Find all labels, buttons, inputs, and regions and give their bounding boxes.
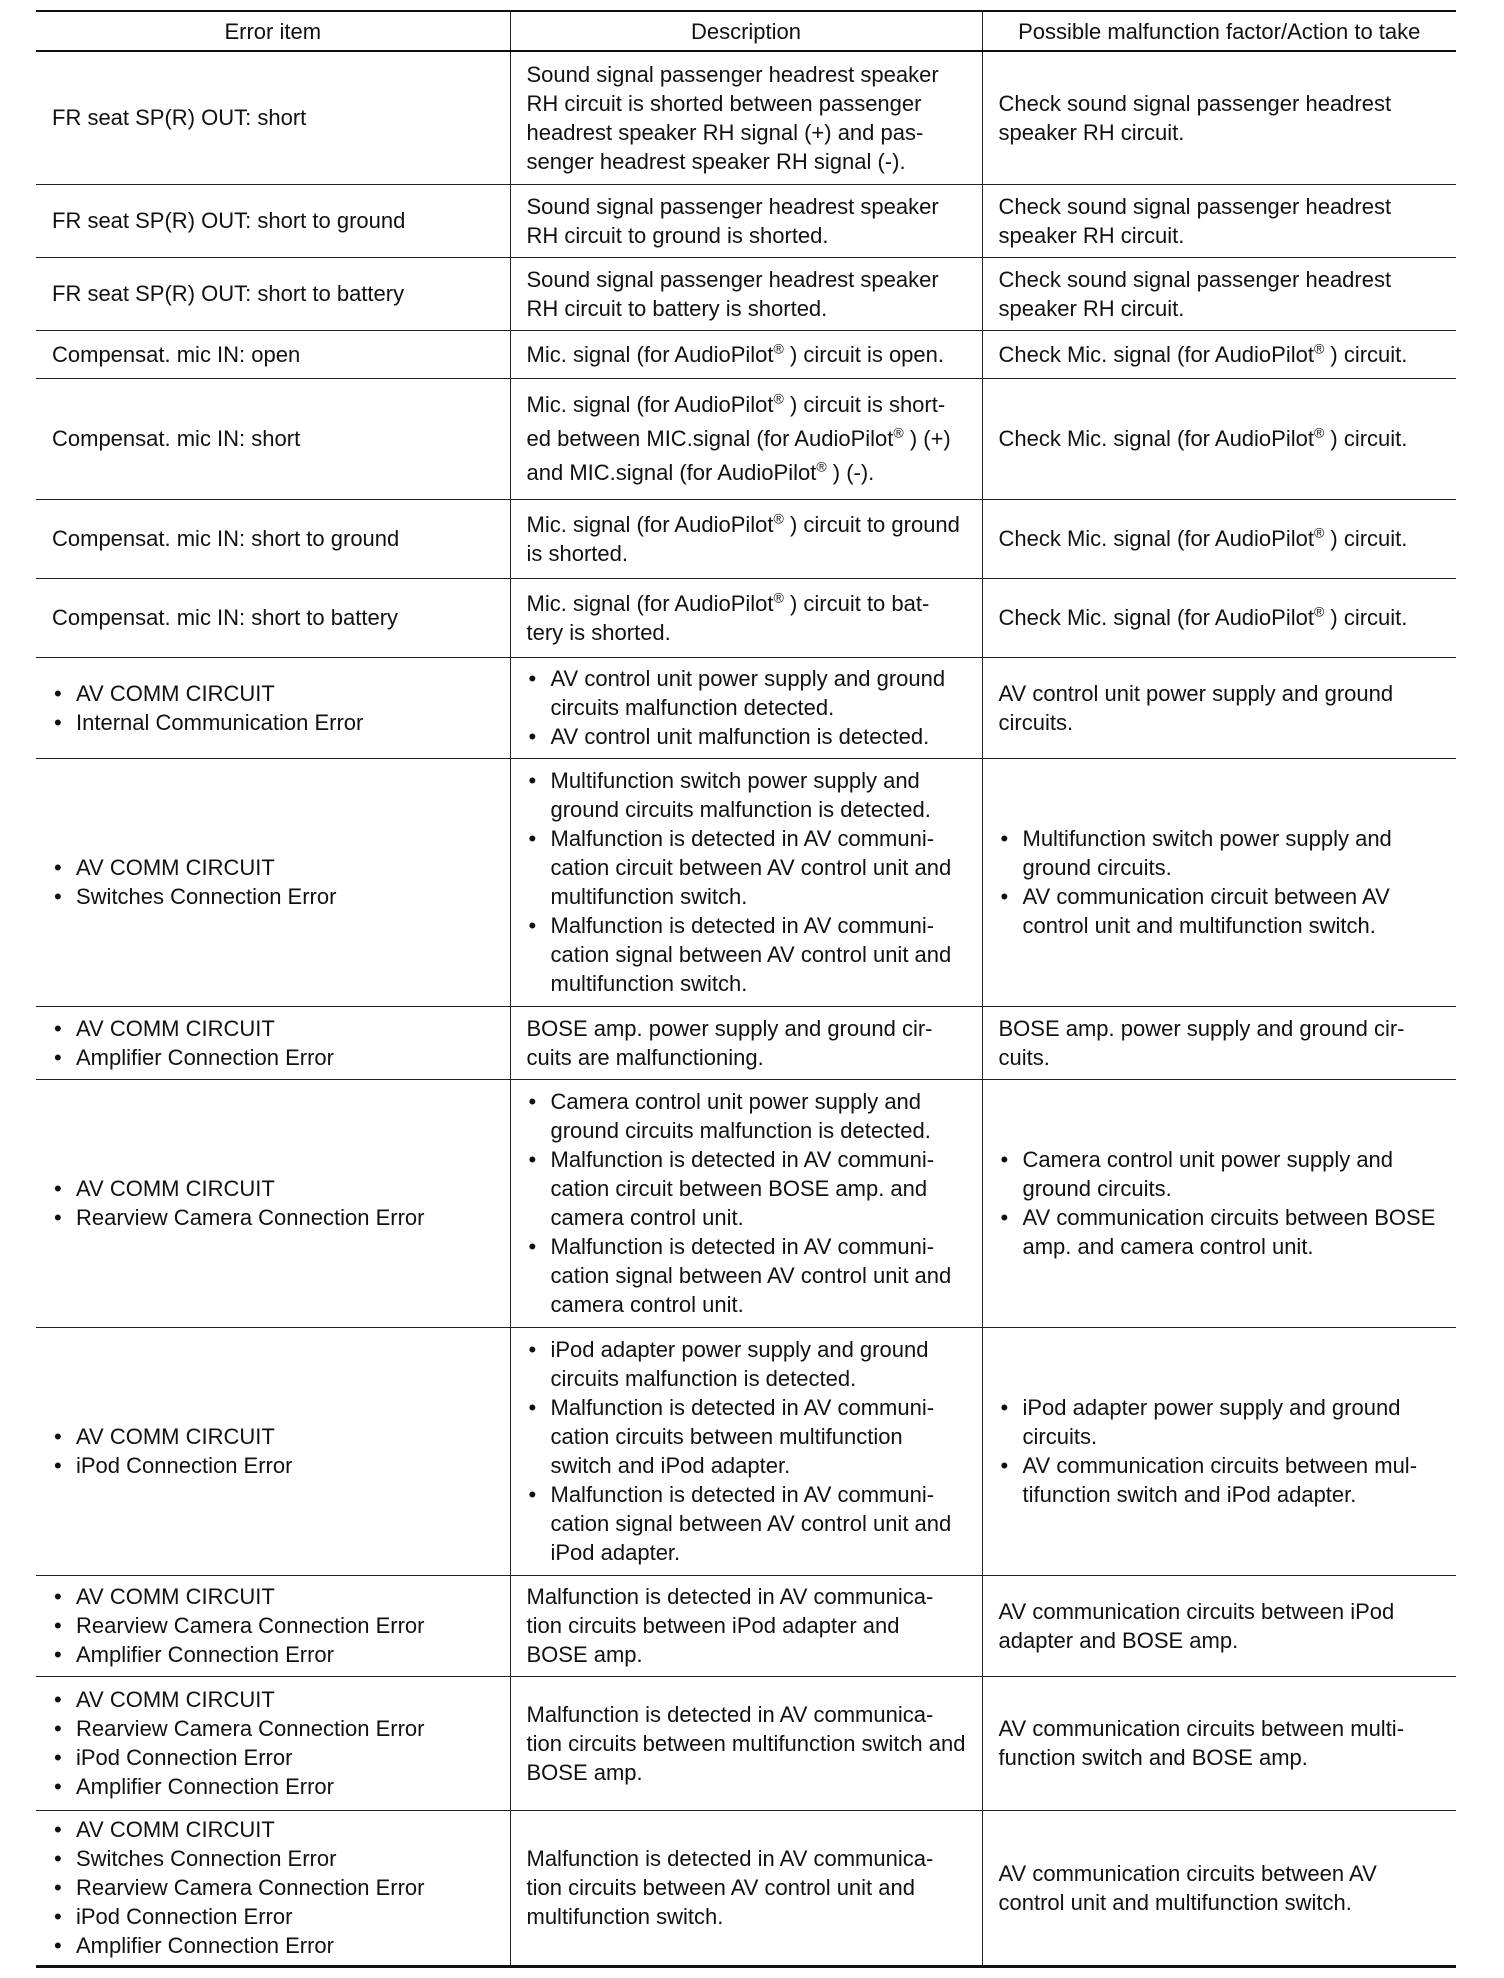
description-list	[527, 1335, 966, 1567]
table-row	[36, 257, 1456, 330]
error-item-list	[52, 1815, 494, 1960]
description-cell: Mic. signal (for AudioPilot® ) circuit to bat-tery is shorted.	[510, 578, 982, 657]
list-item: • AV COMM CIRCUIT	[52, 1815, 494, 1844]
registered-mark: ®	[1313, 424, 1325, 441]
list-item: • AV COMM CIRCUIT	[52, 1422, 494, 1451]
registered-mark: ®	[816, 458, 827, 475]
error-item-list	[52, 679, 494, 737]
list-item: • Rearview Camera Connection Error	[52, 1203, 494, 1232]
registered-mark: ®	[893, 424, 904, 441]
error-item-cell	[36, 1575, 510, 1676]
header-description: Description	[510, 11, 982, 51]
description-cell: Sound signal passenger headrest speaker RH circuit to battery is shorted.	[510, 257, 982, 330]
list-item: • AV control unit power supply and ground circuits malfunction detected.	[527, 664, 966, 722]
error-item-cell: FR seat SP(R) OUT: short to battery	[36, 257, 510, 330]
list-item: • Amplifier Connection Error	[52, 1640, 494, 1669]
table-row	[36, 578, 1456, 657]
error-item-cell: FR seat SP(R) OUT: short	[36, 51, 510, 184]
error-item-list	[52, 1422, 494, 1480]
action-cell: AV communication circuits between iPod adapter and BOSE amp.	[982, 1575, 1456, 1676]
action-cell: AV control unit power supply and ground circuits.	[982, 657, 1456, 758]
list-item: • Switches Connection Error	[52, 1844, 494, 1873]
list-item: • Malfunction is detected in AV communi-cation circuit between AV control unit and multifunction switch.	[527, 824, 966, 911]
table-row	[36, 1079, 1456, 1327]
list-item: • AV COMM CIRCUIT	[52, 1174, 494, 1203]
error-item-cell	[36, 1006, 510, 1079]
header-error-item: Error item	[36, 11, 510, 51]
action-list	[999, 1145, 1441, 1261]
error-item-cell	[36, 1327, 510, 1575]
list-item: • iPod Connection Error	[52, 1902, 494, 1931]
list-item: • Amplifier Connection Error	[52, 1043, 494, 1072]
description-list	[527, 1087, 966, 1319]
list-item: • AV communication circuits between BOSE amp. and camera control unit.	[999, 1203, 1441, 1261]
registered-mark: ®	[773, 340, 784, 357]
header-row	[36, 11, 1456, 51]
list-item: • Malfunction is detected in AV communi-cation signal between AV control unit and camera control unit.	[527, 1232, 966, 1319]
list-item: • Malfunction is detected in AV communi-cation circuits between multifunction switch and iPod adapter.	[527, 1393, 966, 1480]
description-cell	[510, 1079, 982, 1327]
action-cell: Check sound signal passenger headrest speaker RH circuit.	[982, 257, 1456, 330]
error-item-cell	[36, 1810, 510, 1966]
action-cell: Check Mic. signal (for AudioPilot® ) circuit.	[982, 330, 1456, 378]
list-item: • AV control unit malfunction is detected.	[527, 722, 966, 751]
description-cell	[510, 657, 982, 758]
error-item-cell: Compensat. mic IN: short to ground	[36, 499, 510, 578]
action-cell: BOSE amp. power supply and ground cir-cuits.	[982, 1006, 1456, 1079]
error-item-cell: Compensat. mic IN: short to battery	[36, 578, 510, 657]
error-item-list	[52, 853, 494, 911]
action-cell: Check Mic. signal (for AudioPilot® ) circuit.	[982, 378, 1456, 499]
list-item: • iPod adapter power supply and ground circuits malfunction is detected.	[527, 1335, 966, 1393]
list-item: • iPod Connection Error	[52, 1451, 494, 1480]
action-cell	[982, 1079, 1456, 1327]
table-row	[36, 378, 1456, 499]
list-item: • Rearview Camera Connection Error	[52, 1714, 494, 1743]
table-row	[36, 499, 1456, 578]
error-item-list	[52, 1685, 494, 1801]
action-cell: Check sound signal passenger headrest speaker RH circuit.	[982, 51, 1456, 184]
list-item: • AV communication circuits between mul-tifunction switch and iPod adapter.	[999, 1451, 1441, 1509]
list-item: • Internal Communication Error	[52, 708, 494, 737]
list-item: • iPod adapter power supply and ground circuits.	[999, 1393, 1441, 1451]
list-item: • AV COMM CIRCUIT	[52, 853, 494, 882]
description-cell: Sound signal passenger headrest speaker RH circuit is shorted between passenger headrest speaker RH signal (+) and pas-senger headrest speaker RH signal (-).	[510, 51, 982, 184]
table-row	[36, 1810, 1456, 1966]
header-action: Possible malfunction factor/Action to take	[982, 11, 1456, 51]
error-item-cell	[36, 1079, 510, 1327]
list-item: • Camera control unit power supply and ground circuits malfunction is detected.	[527, 1087, 966, 1145]
description-list	[527, 664, 966, 751]
list-item: • iPod Connection Error	[52, 1743, 494, 1772]
table-row	[36, 1327, 1456, 1575]
action-cell: Check Mic. signal (for AudioPilot® ) circuit.	[982, 499, 1456, 578]
registered-mark: ®	[1313, 524, 1325, 541]
error-item-list	[52, 1014, 494, 1072]
action-list	[999, 1393, 1441, 1509]
list-item: • Multifunction switch power supply and ground circuits.	[999, 824, 1441, 882]
table-row	[36, 1575, 1456, 1676]
description-cell: Mic. signal (for AudioPilot® ) circuit is open.	[510, 330, 982, 378]
list-item: • AV COMM CIRCUIT	[52, 1685, 494, 1714]
action-cell	[982, 758, 1456, 1006]
description-cell: Sound signal passenger headrest speaker RH circuit to ground is shorted.	[510, 184, 982, 257]
description-cell: Malfunction is detected in AV communica-tion circuits between AV control unit and multifunction switch.	[510, 1810, 982, 1966]
description-cell: Mic. signal (for AudioPilot® ) circuit is short-ed between MIC.signal (for AudioPilot® ) (+) and MIC.signal (for AudioPilot® ) (-).	[510, 378, 982, 499]
action-cell: Check Mic. signal (for AudioPilot® ) circuit.	[982, 578, 1456, 657]
table-row	[36, 184, 1456, 257]
description-cell: Mic. signal (for AudioPilot® ) circuit to ground is shorted.	[510, 499, 982, 578]
list-item: • Malfunction is detected in AV communi-cation signal between AV control unit and iPod adapter.	[527, 1480, 966, 1567]
error-item-list	[52, 1174, 494, 1232]
error-item-list	[52, 1582, 494, 1669]
action-list	[999, 824, 1441, 940]
registered-mark: ®	[1313, 340, 1325, 357]
list-item: • AV COMM CIRCUIT	[52, 1014, 494, 1043]
table-row	[36, 51, 1456, 184]
list-item: • Rearview Camera Connection Error	[52, 1873, 494, 1902]
list-item: • AV communication circuit between AV control unit and multifunction switch.	[999, 882, 1441, 940]
table-row	[36, 758, 1456, 1006]
description-cell: Malfunction is detected in AV communica-tion circuits between multifunction switch and BOSE amp.	[510, 1676, 982, 1810]
table-row	[36, 1676, 1456, 1810]
error-item-cell	[36, 1676, 510, 1810]
error-item-cell	[36, 758, 510, 1006]
list-item: • Rearview Camera Connection Error	[52, 1611, 494, 1640]
table-row	[36, 1006, 1456, 1079]
list-item: • AV COMM CIRCUIT	[52, 679, 494, 708]
registered-mark: ®	[773, 390, 784, 407]
registered-mark: ®	[773, 510, 784, 527]
list-item: • Camera control unit power supply and ground circuits.	[999, 1145, 1441, 1203]
action-cell: Check sound signal passenger headrest speaker RH circuit.	[982, 184, 1456, 257]
table-row	[36, 657, 1456, 758]
registered-mark: ®	[1313, 603, 1325, 620]
list-item: • Switches Connection Error	[52, 882, 494, 911]
description-cell	[510, 1327, 982, 1575]
error-item-cell	[36, 657, 510, 758]
action-cell	[982, 1327, 1456, 1575]
description-list	[527, 766, 966, 998]
registered-mark: ®	[773, 589, 784, 606]
action-cell: AV communication circuits between multi-function switch and BOSE amp.	[982, 1676, 1456, 1810]
list-item: • Malfunction is detected in AV communi-cation circuit between BOSE amp. and camera control unit.	[527, 1145, 966, 1232]
error-table	[36, 10, 1456, 1968]
list-item: • Amplifier Connection Error	[52, 1772, 494, 1801]
description-cell	[510, 758, 982, 1006]
error-item-cell: FR seat SP(R) OUT: short to ground	[36, 184, 510, 257]
list-item: • Amplifier Connection Error	[52, 1931, 494, 1960]
table-row	[36, 330, 1456, 378]
error-item-cell: Compensat. mic IN: open	[36, 330, 510, 378]
error-item-cell: Compensat. mic IN: short	[36, 378, 510, 499]
list-item: • AV COMM CIRCUIT	[52, 1582, 494, 1611]
list-item: • Malfunction is detected in AV communi-cation signal between AV control unit and multifunction switch.	[527, 911, 966, 998]
description-cell: Malfunction is detected in AV communica-tion circuits between iPod adapter and BOSE amp.	[510, 1575, 982, 1676]
action-cell: AV communication circuits between AV control unit and multifunction switch.	[982, 1810, 1456, 1966]
list-item: • Multifunction switch power supply and ground circuits malfunction is detected.	[527, 766, 966, 824]
description-cell: BOSE amp. power supply and ground cir-cuits are malfunctioning.	[510, 1006, 982, 1079]
